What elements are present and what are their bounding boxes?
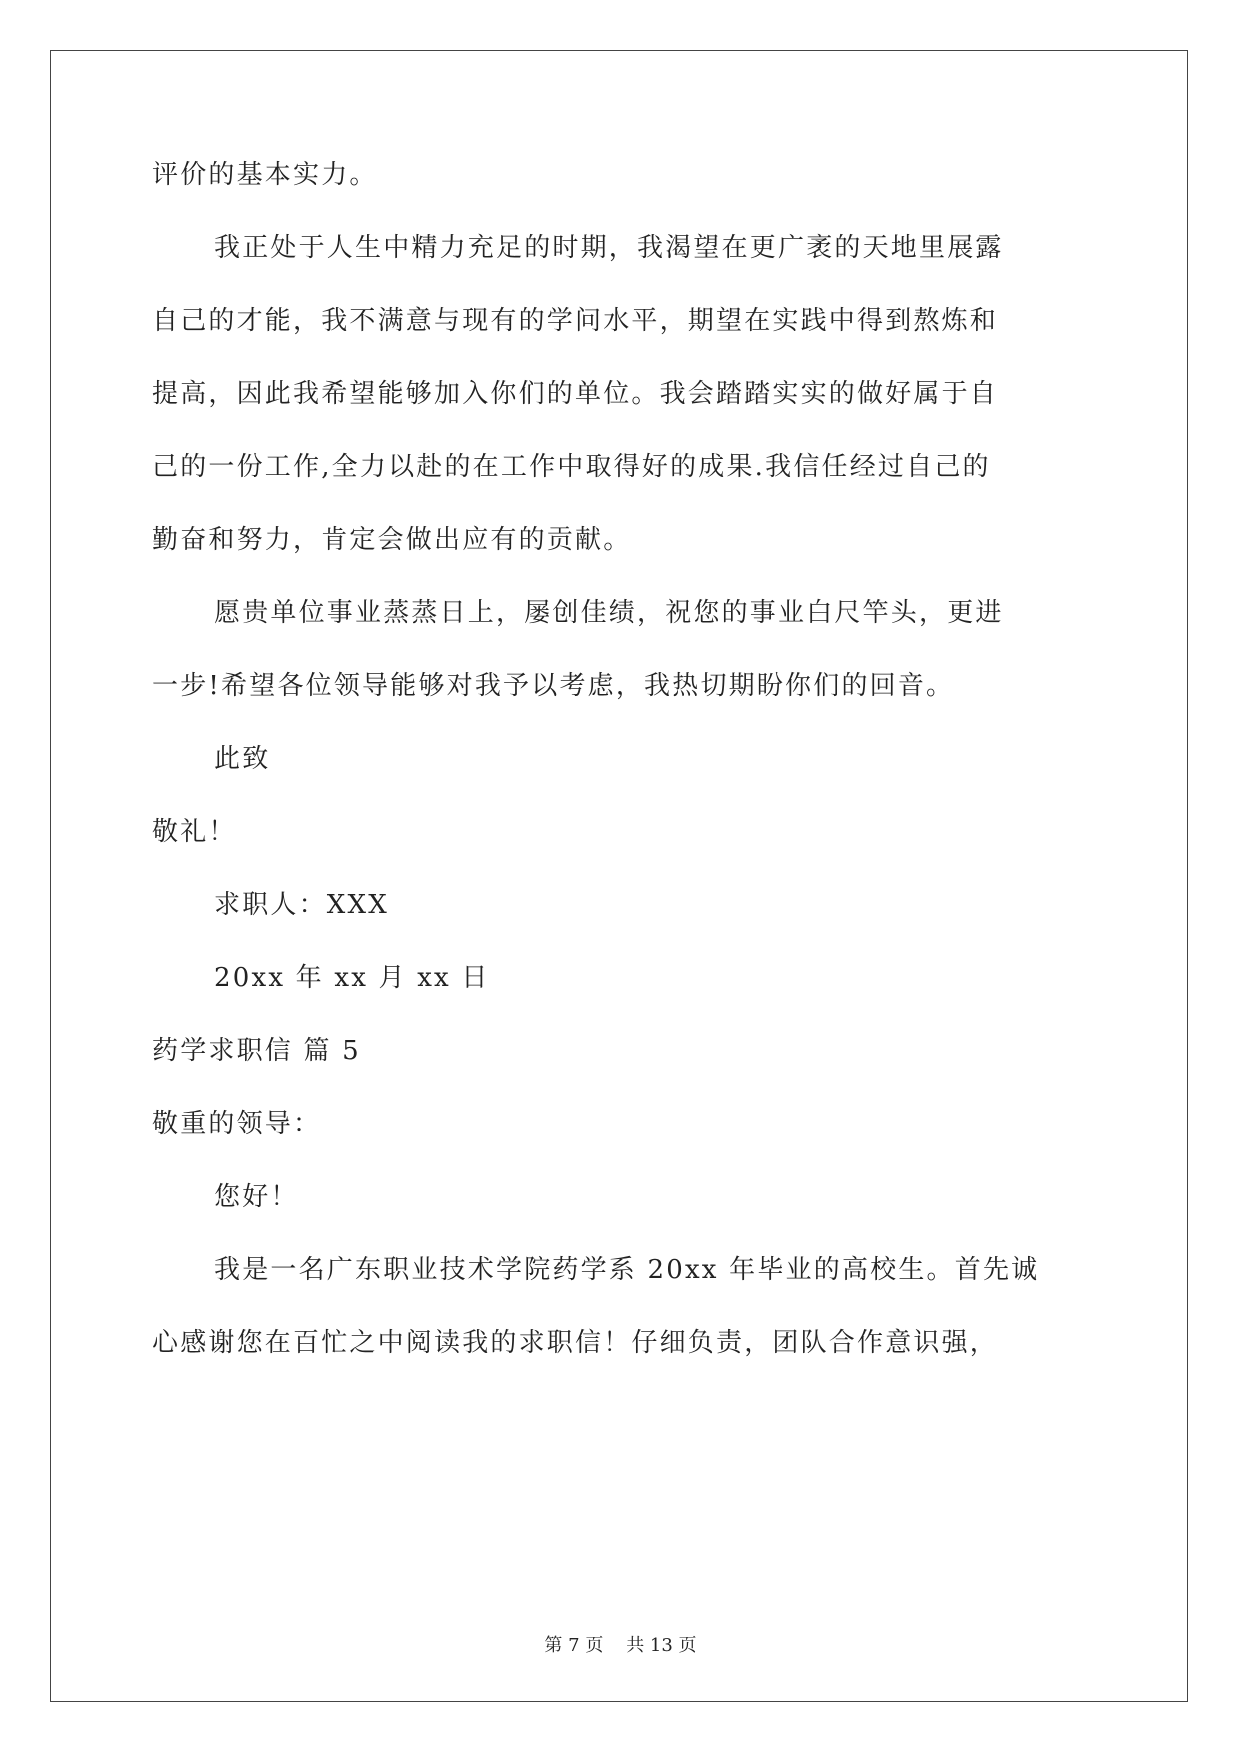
paragraph-line: 我是一名广东职业技术学院药学系 20xx 年毕业的高校生。首先诚 xyxy=(214,1255,1040,1285)
letter-date: 20xx 年 xx 月 xx 日 xyxy=(214,963,490,993)
letter-greeting: 敬重的领导： xyxy=(152,1109,322,1139)
closing-salutation: 此致 xyxy=(214,744,271,774)
paragraph-line: 愿贵单位事业蒸蒸日上，屡创佳绩，祝您的事业白尺竿头，更进 xyxy=(214,598,1004,628)
page-border xyxy=(50,50,1188,1702)
closing-regards: 敬礼！ xyxy=(152,817,237,847)
letter-hello: 您好！ xyxy=(214,1182,299,1212)
paragraph-line: 我正处于人生中精力充足的时期，我渴望在更广袤的天地里展露 xyxy=(214,233,1004,263)
paragraph-line: 勤奋和努力，肯定会做出应有的贡献。 xyxy=(152,525,632,555)
paragraph-line: 自己的才能，我不满意与现有的学问水平，期望在实践中得到熬炼和 xyxy=(152,306,999,336)
paragraph-line: 己的一份工作,全力以赴的在工作中取得好的成果.我信任经过自己的 xyxy=(152,452,991,482)
paragraph-line: 一步!希望各位领导能够对我予以考虑，我热切期盼你们的回音。 xyxy=(152,671,955,701)
applicant-name: 求职人：XXX xyxy=(214,890,389,920)
paragraph-line: 评价的基本实力。 xyxy=(152,160,378,190)
paragraph-line: 提高，因此我希望能够加入你们的单位。我会踏踏实实的做好属于自 xyxy=(152,379,999,409)
section-heading: 药学求职信 篇 5 xyxy=(152,1036,361,1066)
paragraph-line: 心感谢您在百忙之中阅读我的求职信！仔细负责，团队合作意识强， xyxy=(152,1328,999,1358)
page-footer: 第 7 页 共 13 页 xyxy=(544,1635,697,1656)
